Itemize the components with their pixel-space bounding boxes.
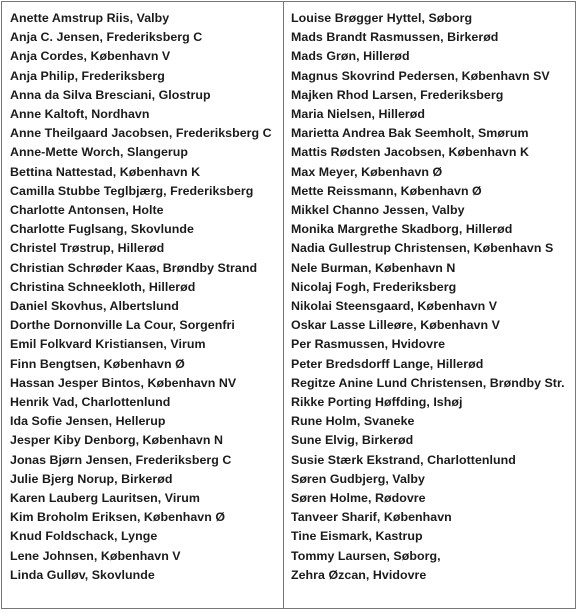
list-item: Nikolai Steensgaard, København V bbox=[291, 299, 498, 314]
list-item: Anne Theilgaard Jacobsen, Frederiksberg C bbox=[10, 126, 272, 141]
list-item: Mads Brandt Rasmussen, Birkerød bbox=[291, 30, 499, 45]
list-item: Bettina Nattestad, København K bbox=[10, 164, 201, 179]
list-item: Regitze Anine Lund Christensen, Brøndby Str. bbox=[291, 375, 565, 390]
list-item: Mette Reissmann, København Ø bbox=[291, 183, 482, 198]
list-item: Søren Holme, Rødovre bbox=[291, 491, 426, 506]
list-item: Monika Margrethe Skadborg, Hillerød bbox=[291, 222, 513, 237]
list-item: Jesper Kiby Denborg, København N bbox=[10, 433, 223, 448]
list-item: Magnus Skovrind Pedersen, København SV bbox=[291, 68, 550, 83]
list-item: Max Meyer, København Ø bbox=[291, 164, 443, 179]
list-item: Susie Stærk Ekstrand, Charlottenlund bbox=[291, 452, 516, 467]
list-item: Daniel Skovhus, Albertslund bbox=[10, 299, 179, 314]
list-item: Mattis Rødsten Jacobsen, København K bbox=[291, 145, 529, 160]
list-item: Tine Eismark, Kastrup bbox=[291, 529, 423, 544]
list-item: Nadia Gullestrup Christensen, København S bbox=[291, 241, 554, 256]
list-item: Peter Bredsdorff Lange, Hillerød bbox=[291, 356, 484, 371]
list-item: Hassan Jesper Bintos, København NV bbox=[10, 375, 237, 390]
list-item: Louise Brøgger Hyttel, Søborg bbox=[291, 11, 473, 25]
list-item: Karen Lauberg Lauritsen, Virum bbox=[10, 491, 200, 506]
list-item: Finn Bengtsen, København Ø bbox=[10, 356, 185, 371]
list-item: Marietta Andrea Bak Seemholt, Smørum bbox=[291, 126, 529, 141]
list-item: Anette Amstrup Riis, Valby bbox=[10, 11, 170, 25]
list-item: Jonas Bjørn Jensen, Frederiksberg C bbox=[10, 452, 232, 467]
list-item: Majken Rhod Larsen, Frederiksberg bbox=[291, 87, 504, 102]
list-item: Anna da Silva Bresciani, Glostrup bbox=[10, 87, 211, 102]
list-item: Charlotte Fuglsang, Skovlunde bbox=[10, 222, 194, 237]
list-item: Knud Foldschack, Lynge bbox=[10, 529, 158, 544]
list-item: Sune Elvig, Birkerød bbox=[291, 433, 414, 448]
list-item: Nicolaj Fogh, Frederiksberg bbox=[291, 279, 457, 294]
list-item: Christian Schrøder Kaas, Brøndby Strand bbox=[10, 260, 258, 275]
list-item: Ida Sofie Jensen, Hellerup bbox=[10, 414, 166, 429]
list-item: Linda Gulløv, Skovlunde bbox=[10, 567, 155, 582]
list-item: Rikke Porting Høffding, Ishøj bbox=[291, 395, 463, 410]
list-item: Mikkel Channo Jessen, Valby bbox=[291, 203, 465, 218]
list-item: Søren Gudbjerg, Valby bbox=[291, 471, 425, 486]
list-item: Christel Trøstrup, Hillerød bbox=[10, 241, 165, 256]
left-column bbox=[2, 2, 284, 608]
list-item: Oskar Lasse Lilleøre, København V bbox=[291, 318, 500, 333]
list-item: Henrik Vad, Charlottenlund bbox=[10, 395, 171, 410]
right-column bbox=[284, 2, 575, 608]
list-item: Kim Broholm Eriksen, København Ø bbox=[10, 510, 226, 525]
list-item: Anne-Mette Worch, Slangerup bbox=[10, 145, 189, 160]
names-table bbox=[1, 1, 576, 609]
list-item: Tanveer Sharif, København bbox=[291, 510, 452, 525]
list-item: Christina Schneekloth, Hillerød bbox=[10, 279, 196, 294]
list-item: Anja Philip, Frederiksberg bbox=[10, 68, 165, 83]
list-item: Maria Nielsen, Hillerød bbox=[291, 107, 426, 122]
list-item: Per Rasmussen, Hvidovre bbox=[291, 337, 446, 352]
list-item: Rune Holm, Svaneke bbox=[291, 414, 415, 429]
list-item: Anne Kaltoft, Nordhavn bbox=[10, 107, 150, 122]
list-item: Lene Johnsen, København V bbox=[10, 548, 181, 563]
list-item: Zehra Øzcan, Hvidovre bbox=[291, 567, 427, 582]
list-item: Anja Cordes, København V bbox=[10, 49, 171, 64]
list-item: Mads Grøn, Hillerød bbox=[291, 49, 410, 64]
list-item: Julie Bjerg Norup, Birkerød bbox=[10, 471, 173, 486]
list-item: Tommy Laursen, Søborg, bbox=[291, 548, 441, 563]
list-item: Emil Folkvard Kristiansen, Virum bbox=[10, 337, 206, 352]
list-item: Charlotte Antonsen, Holte bbox=[10, 203, 164, 218]
list-item: Anja C. Jensen, Frederiksberg C bbox=[10, 30, 203, 45]
list-item: Camilla Stubbe Teglbjærg, Frederiksberg bbox=[10, 183, 254, 198]
list-item: Nele Burman, København N bbox=[291, 260, 456, 275]
list-item: Dorthe Dornonville La Cour, Sorgenfri bbox=[10, 318, 235, 333]
